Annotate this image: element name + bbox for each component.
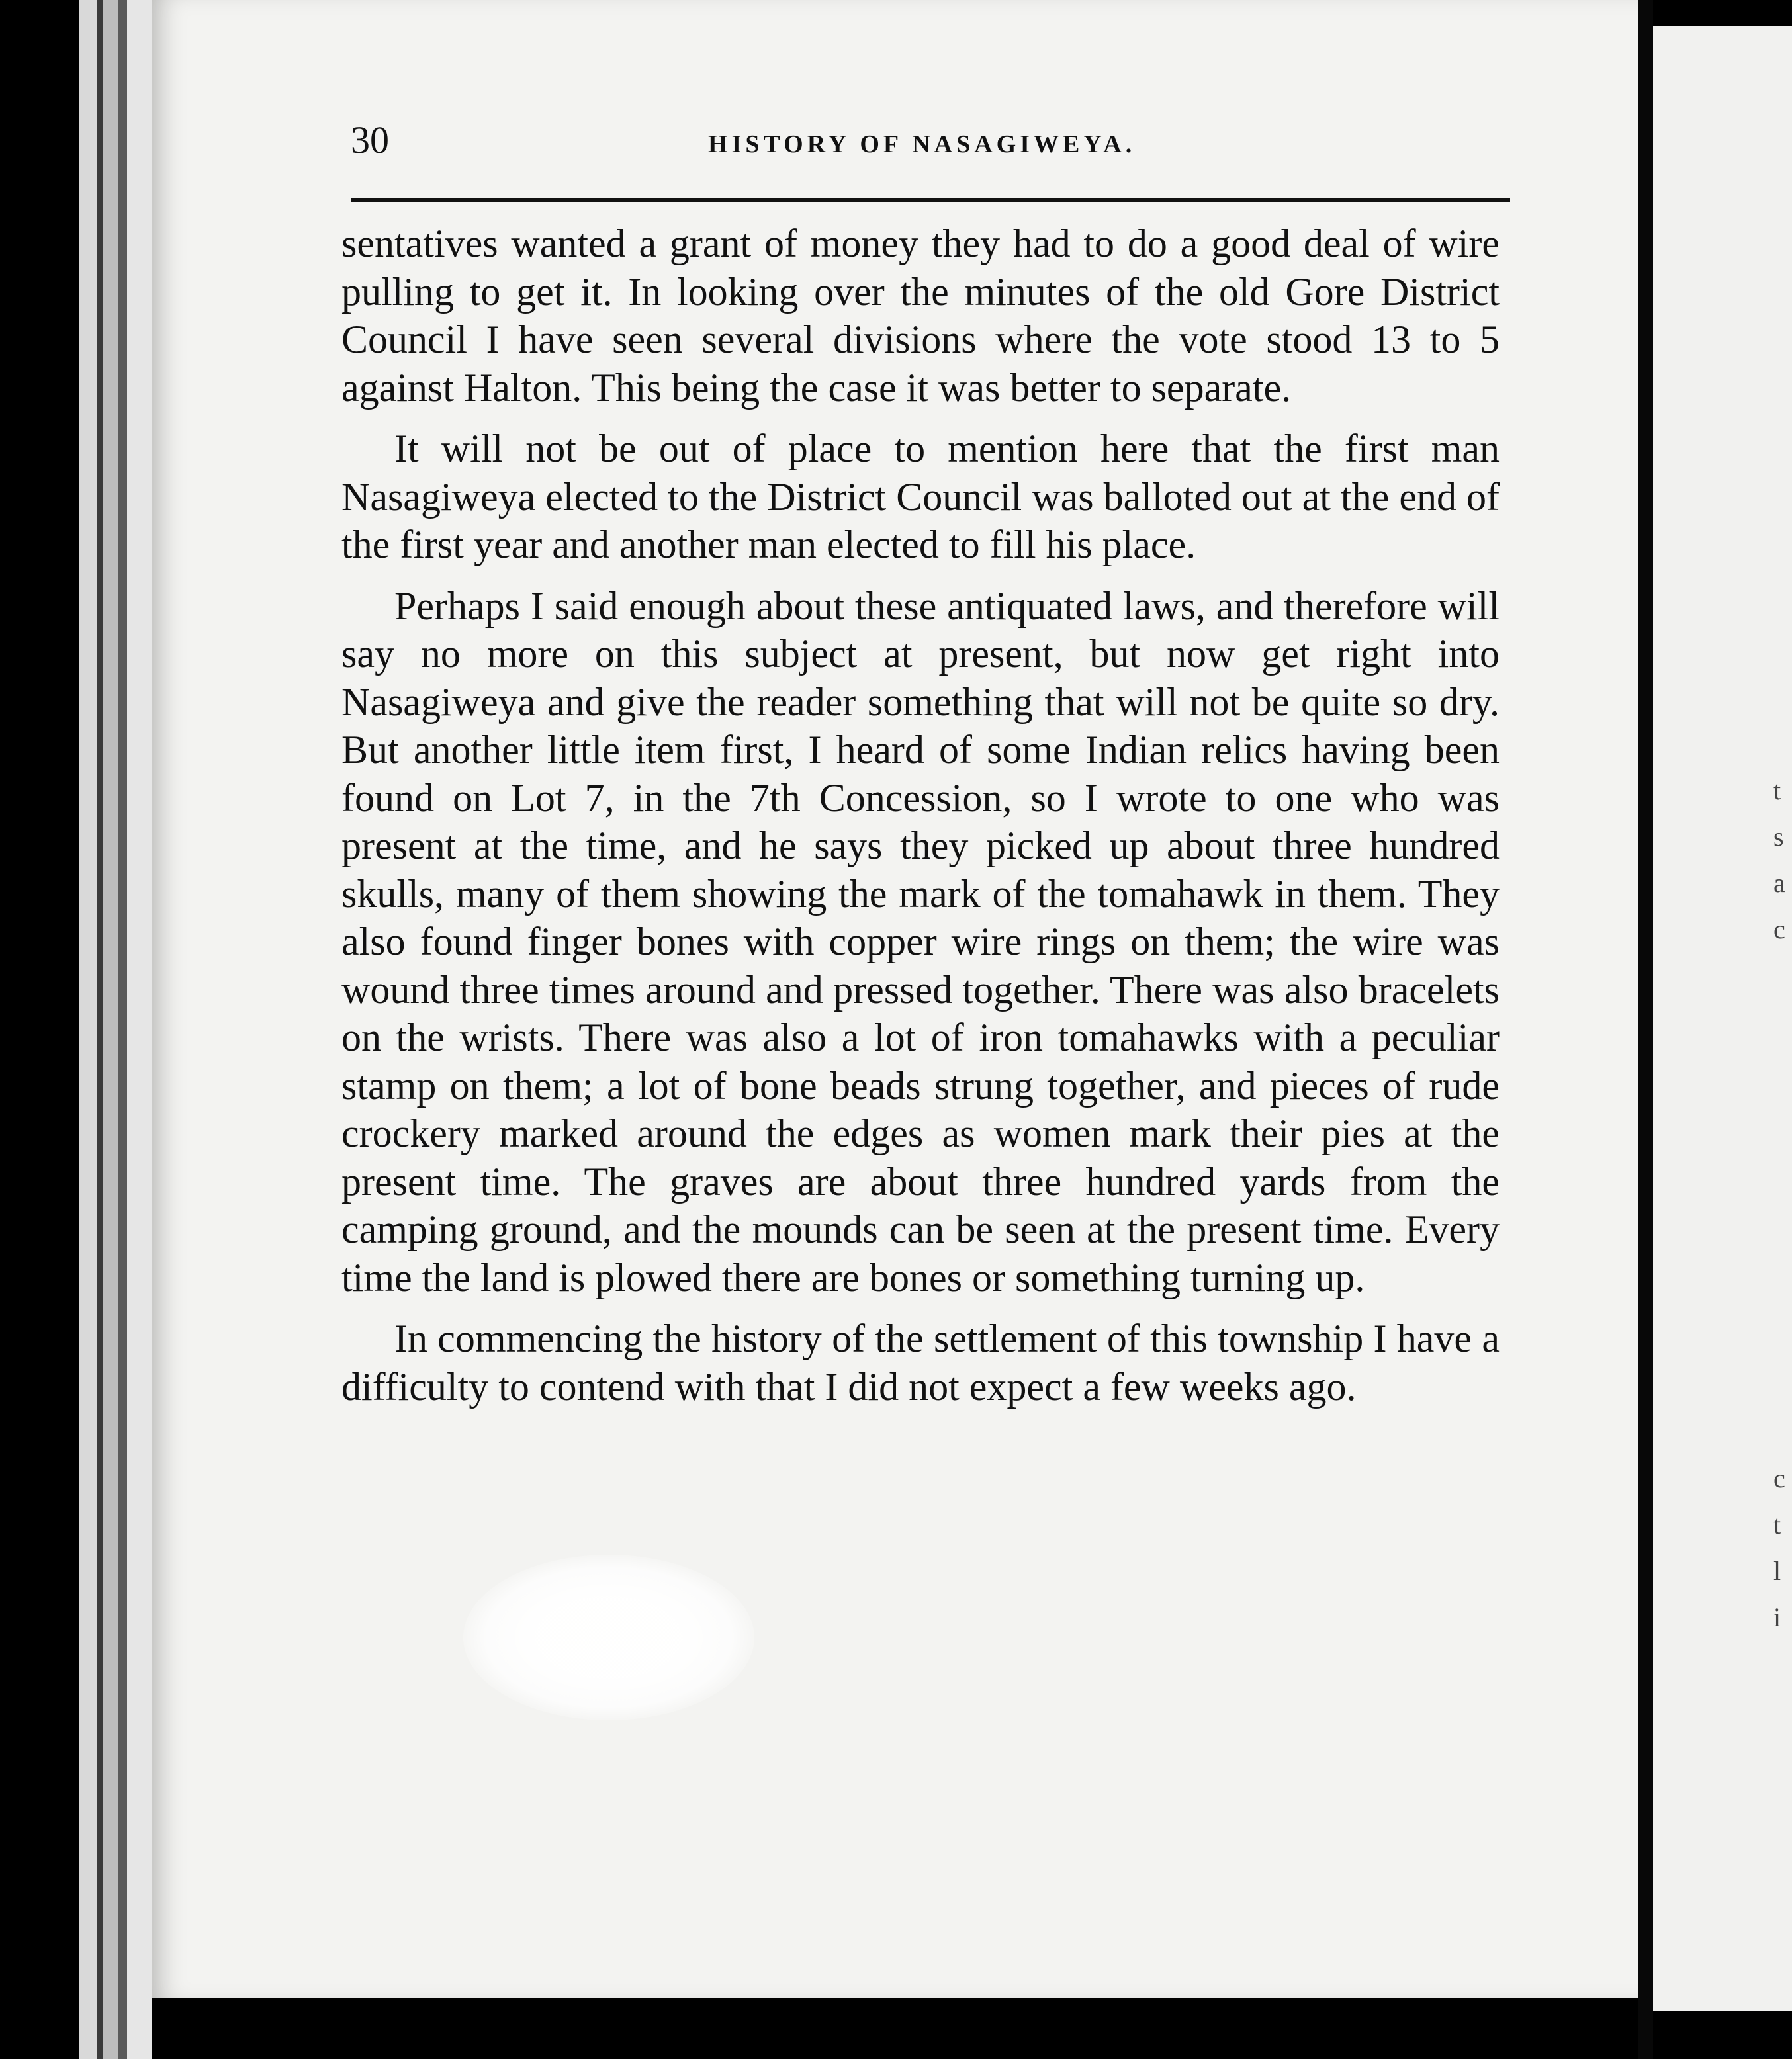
book-edge xyxy=(127,0,154,2059)
facing-letter: c xyxy=(1773,914,1785,944)
facing-letter: l xyxy=(1773,1556,1781,1586)
scan-border xyxy=(152,1998,1638,2059)
book-edge xyxy=(118,0,127,2059)
paper-stain xyxy=(463,1555,754,1720)
facing-page-letters xyxy=(1773,767,1785,1641)
paragraph: It will not be out of place to mention here that the first man Nasagiweya elected to the District Council was balloted out at the end of the first year and another man elected to fill his place. xyxy=(341,427,1500,566)
paragraph: sentatives wanted a grant of money they had to do a good deal of wire pulling to get it. In looking over the minutes of the old Gore District Council I have seen several divisions where the vote stood 13 to 5 against Halton. This being the case it was better to separate. xyxy=(341,222,1500,410)
facing-letter: i xyxy=(1773,1602,1781,1632)
book-edge xyxy=(97,0,103,2059)
paragraph: Perhaps I said enough about these antiquated laws, and therefore will say no more on this subject at present, but now get right into Nasagiweya and give the reader something that will not be quite so dry. But another little item first, I heard of some Indian relics having been found on Lot 7, in the 7th Concession, so I wrote to one who was present at the time, and he says they picked up about three hundred skulls, many of them showing the mark of the tomahawk in them. They also found finger bones with copper wire rings on them; the wire was wound three times around and pressed together. There was also bracelets on the wrists. There was also a lot of iron tomahawks with a peculiar stamp on them; a lot of bone beads strung together, and pieces of rude crockery marked around the edges as women mark their pies at the present time. The graves are about three hundred yards from the camping ground, and the mounds can be seen at the present time. Every time the land is plowed there are bones or something turning up. xyxy=(341,584,1500,1299)
facing-letter: t xyxy=(1773,775,1781,805)
header-rule xyxy=(351,198,1510,202)
body-text xyxy=(341,220,1500,1424)
page-gutter xyxy=(1638,0,1653,2059)
page-number: 30 xyxy=(351,118,389,161)
facing-page-edge xyxy=(1653,26,1792,2011)
page-title: HISTORY OF NASAGIWEYA. xyxy=(708,130,1136,158)
running-head xyxy=(351,118,1515,177)
book-edge xyxy=(103,0,118,2059)
facing-letter: c xyxy=(1773,1464,1785,1493)
facing-letter: s xyxy=(1773,822,1784,852)
facing-letter: t xyxy=(1773,1510,1781,1540)
facing-letter: a xyxy=(1773,868,1785,898)
paragraph: In commencing the history of the settlement of this township I have a difficulty to contend with that I did not expect a few weeks ago. xyxy=(341,1317,1500,1409)
book-edge xyxy=(79,0,97,2059)
